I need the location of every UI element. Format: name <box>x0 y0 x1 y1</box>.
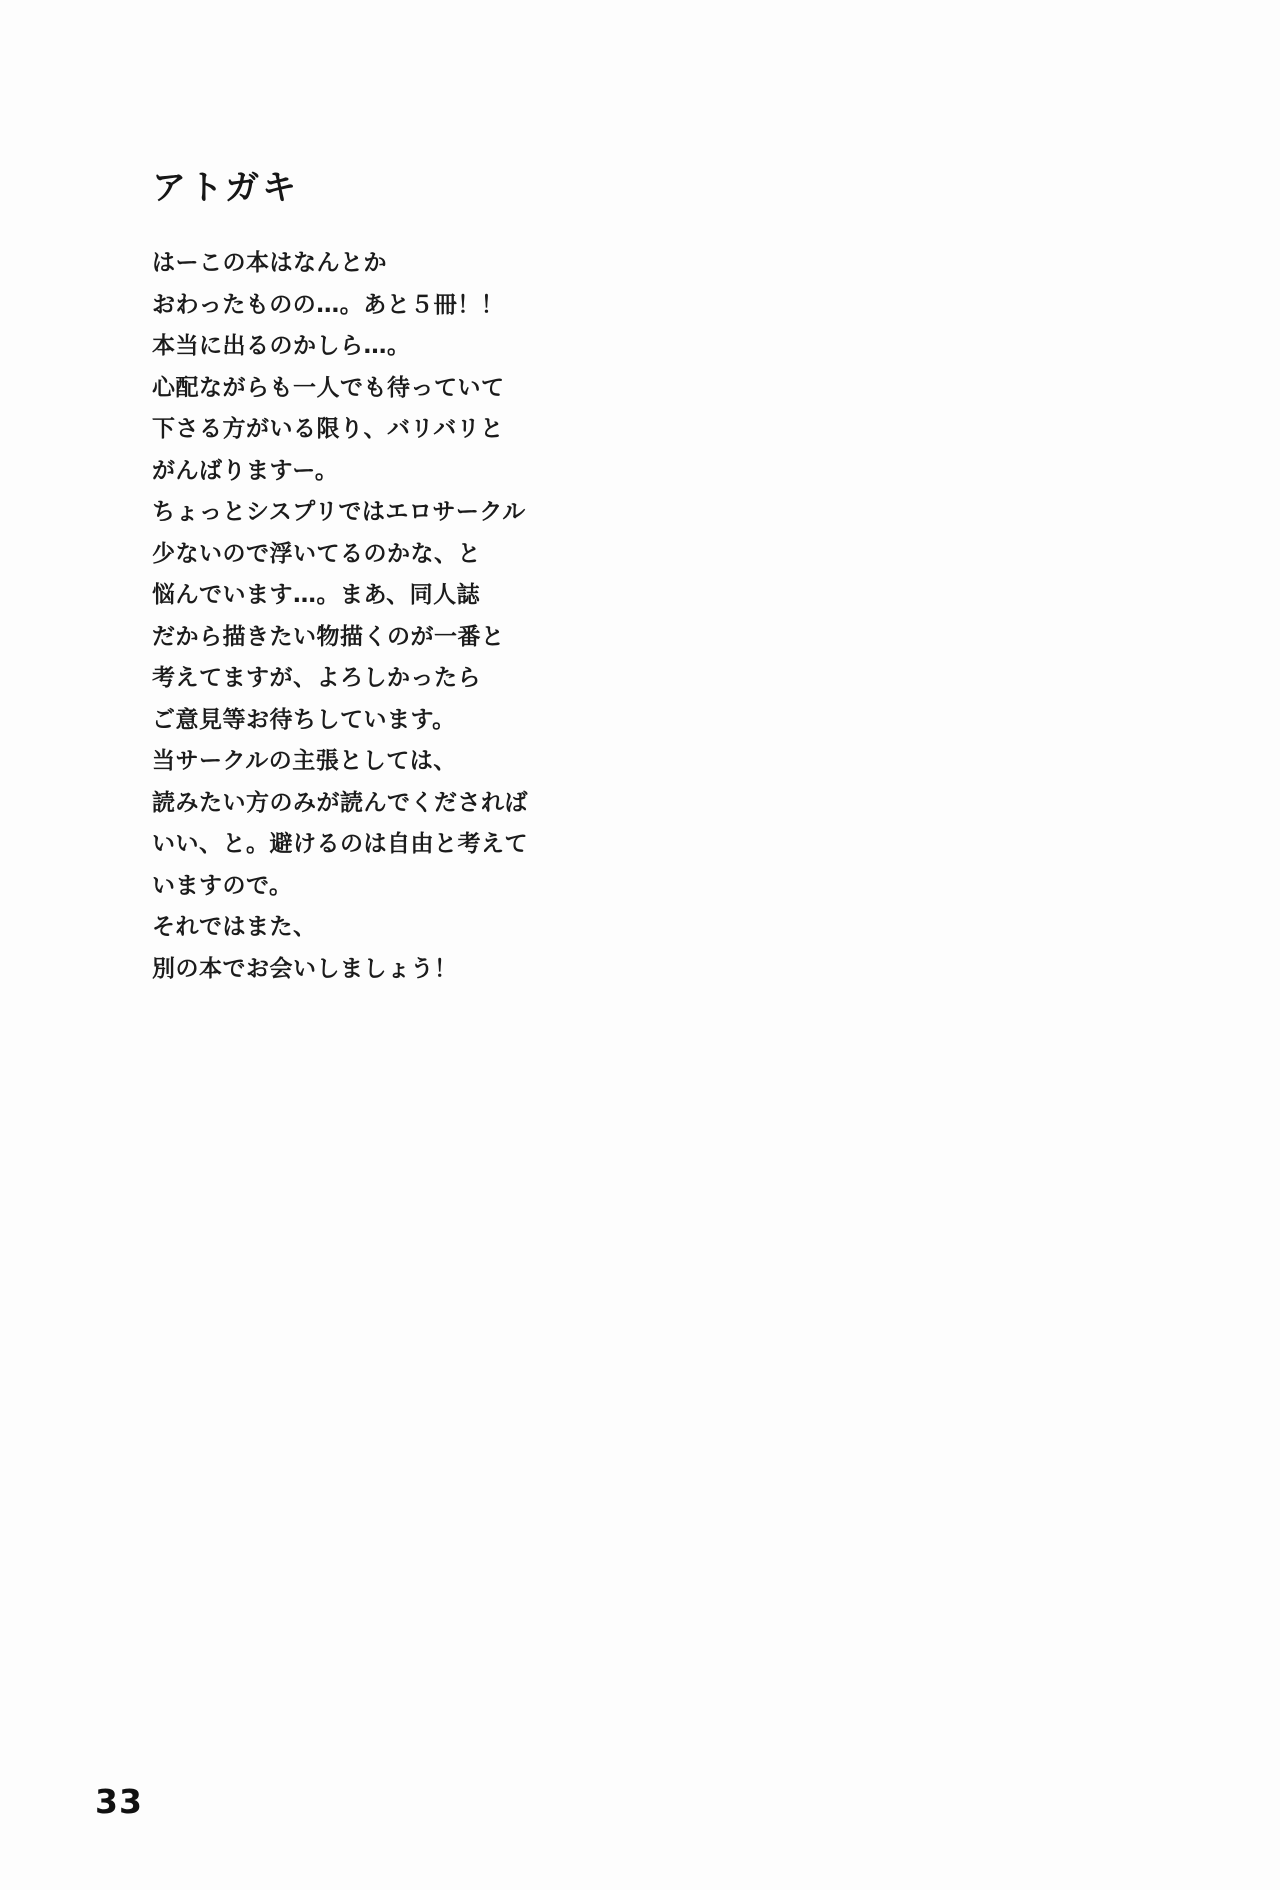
afterword-line: ちょっとシスプリではエロサークル <box>152 499 526 525</box>
page-number: 33 <box>95 1782 143 1821</box>
afterword-line: 下さる方がいる限り、バリバリと <box>152 416 504 442</box>
afterword-line: ご意見等お待ちしています。 <box>152 706 456 733</box>
afterword-line: それではまた、 <box>152 914 317 940</box>
afterword-line: いい、と。避けるのは自由と考えて <box>152 831 528 857</box>
afterword-line: 心配ながらも一人でも待っていて <box>152 374 505 401</box>
afterword-line: 悩んでいます…。まあ、同人誌 <box>152 582 481 608</box>
afterword-line: 読みたい方のみが読んでくだされば <box>152 789 528 816</box>
afterword-line: がんばりますー。 <box>152 457 339 484</box>
afterword-line: 少ないので浮いてるのかな、と <box>152 540 481 567</box>
afterword-line: だから描きたい物描くのが一番と <box>152 623 505 650</box>
afterword-line: 当サークルの主張としては、 <box>152 748 457 774</box>
afterword-text-block <box>152 243 712 990</box>
afterword-line: 別の本でお会いしましょう！ <box>152 955 458 982</box>
afterword-line: おわったものの…。あと５冊！！ <box>152 291 505 318</box>
afterword-line: いますので。 <box>152 872 293 899</box>
afterword-heading: アトガキ <box>152 168 299 208</box>
afterword-line: 考えてますが、よろしかったら <box>152 665 481 691</box>
afterword-line: はーこの本はなんとか <box>152 250 387 276</box>
afterword-line: 本当に出るのかしら…。 <box>152 333 411 359</box>
